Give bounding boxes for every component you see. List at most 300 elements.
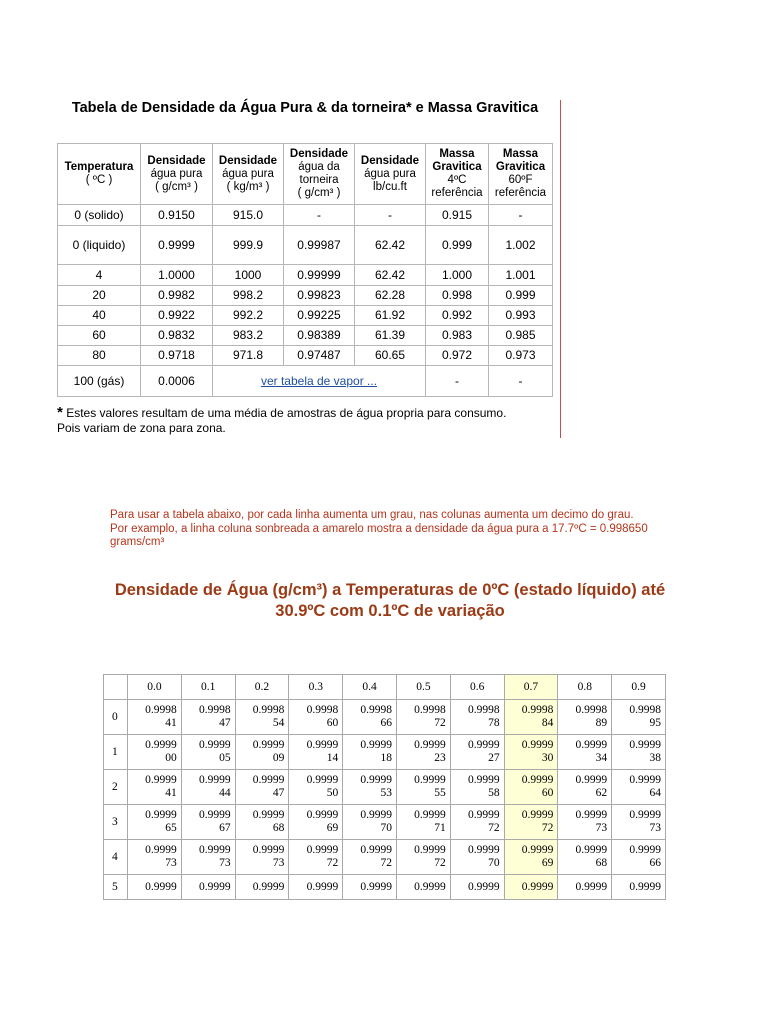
- footnote-star: *: [57, 404, 63, 421]
- table2-value-main: 0.9999: [575, 774, 608, 786]
- table1-header-cell: [489, 144, 553, 205]
- table2-value-digits: 84: [541, 717, 554, 729]
- table2-value-digits: 89: [595, 717, 608, 729]
- table1-row: [58, 346, 553, 366]
- table1-cell-text: 80: [92, 348, 106, 362]
- table1-cell-text: -: [388, 207, 392, 222]
- table2-value-cell: [181, 840, 235, 875]
- table1-row: [58, 326, 553, 346]
- table2-col-header: [450, 675, 504, 700]
- table1-cell: [284, 205, 355, 226]
- table2-value-digits: 72: [434, 857, 446, 869]
- table1-cell-text: 992.2: [232, 308, 264, 322]
- table1-cell: [141, 286, 213, 306]
- table1-cell-text: -: [317, 207, 321, 222]
- table2-row: [104, 770, 666, 805]
- usage-note-p2: Por examplo, a linha coluna sonbreada a amarelo mostra a densidade da água pura a 17.7ºC = 0.998650 grams/cm³: [110, 522, 648, 548]
- table1-header-text: Temperatura: [64, 161, 134, 173]
- table1-cell: [58, 226, 141, 265]
- table1-header-text: Massa: [502, 148, 539, 160]
- table1-cell-text: 1.001: [505, 267, 536, 282]
- table2-value-main: 0.9999: [360, 774, 392, 786]
- table2-value-cell: [558, 770, 612, 805]
- table1-cell: [489, 326, 553, 346]
- table2-value-cell: [450, 735, 504, 770]
- table2-value-digits: 72: [326, 857, 339, 869]
- table2-value-cell: [396, 875, 450, 900]
- table2-value-main: 0.9999: [306, 809, 339, 821]
- table2-value-cell: [612, 735, 666, 770]
- table1-cell-text: 0.99987: [297, 237, 341, 252]
- table2-value-main: 0.9998: [198, 704, 231, 716]
- table2-value-digits: 73: [165, 857, 177, 869]
- table2-row-label-text: 4: [112, 850, 118, 863]
- table2-corner-cell: [104, 675, 128, 700]
- table2-value-digits: 73: [595, 822, 608, 834]
- table2-value-main: 0.9999: [467, 774, 500, 786]
- table1-header-text: Densidade: [218, 154, 278, 167]
- table2-value-main: 0.9999: [252, 774, 285, 786]
- table2-value-digits: 41: [165, 787, 177, 799]
- table1-cell-text: 0.9982: [158, 288, 195, 302]
- table1-cell-text: 0.993: [505, 308, 536, 322]
- table2-value-main: 0.9999: [467, 809, 500, 821]
- table1-cell-text: 60.65: [374, 348, 406, 362]
- table1-cell-text: 20: [92, 288, 106, 302]
- table1-cell-text: 0.9718: [158, 348, 195, 362]
- table1-cell-text: 0 (solido): [74, 207, 124, 222]
- table2-value-digits: 14: [326, 752, 339, 764]
- table2-value-cell: [504, 875, 558, 900]
- table2-value-cell: [343, 700, 397, 735]
- table2-value-digits: 62: [595, 787, 608, 799]
- table1-cell: [426, 265, 489, 286]
- table2-value-main: 0.9998: [252, 704, 285, 716]
- table1-cell: [284, 226, 355, 265]
- table2-col-header-text: 0.5: [416, 680, 431, 693]
- table1-cell-text: -: [455, 373, 459, 388]
- table2-col-header: [289, 675, 343, 700]
- table2-value-digits: 72: [488, 822, 500, 834]
- table1-cell: [426, 326, 489, 346]
- table2-value-digits: 70: [380, 822, 392, 834]
- table2-value-digits: 53: [380, 787, 392, 799]
- table2-value-digits: 73: [272, 857, 285, 869]
- table2-value-main: 0.9999: [360, 844, 392, 856]
- table1-header-text: torneira: [299, 174, 339, 186]
- table1-row: [58, 306, 553, 326]
- table2-row-label: [104, 700, 128, 735]
- table1-cell-text: 61.39: [374, 328, 406, 342]
- table2-col-header-text: 0.4: [362, 680, 377, 693]
- table2-col-header-text: 0.6: [469, 680, 485, 693]
- density-table: [57, 143, 553, 397]
- table2-value-main: 0.9999: [306, 844, 339, 856]
- table2-value-digits: 68: [272, 822, 285, 834]
- table2-value-cell: [558, 735, 612, 770]
- table2-value-main: 0.9999: [198, 809, 231, 821]
- table1-header-text: 4ºC: [447, 174, 467, 186]
- table2-row: [104, 805, 666, 840]
- table1-cell-text: 0.998: [441, 288, 473, 302]
- table2-value-cell: [289, 875, 343, 900]
- table1-cell: [141, 326, 213, 346]
- table2-value-main: 0.9999: [252, 739, 285, 751]
- table2-value-cell: [396, 735, 450, 770]
- table2-value-cell: [612, 700, 666, 735]
- table2-value-main: 0.9999: [575, 844, 608, 856]
- table1-cell: [426, 205, 489, 226]
- table2-value-cell: [181, 805, 235, 840]
- table1-cell-text: 0.99823: [297, 288, 341, 302]
- table2-value-main: 0.9999: [198, 739, 231, 751]
- table1-cell-text: 0.99225: [297, 308, 341, 322]
- table1-cell-text: 998.2: [232, 288, 264, 302]
- vapor-table-link[interactable]: ver tabela de vapor ...: [260, 373, 378, 388]
- table2-value-cell: [558, 805, 612, 840]
- table1-cell-text: 999.9: [232, 237, 264, 252]
- table1-header-text: Densidade: [147, 154, 206, 167]
- table2-value-main: 0.9999: [521, 880, 554, 893]
- table2-value-cell: [612, 805, 666, 840]
- table2-value-cell: [504, 735, 558, 770]
- table1-cell-text: 971.8: [232, 348, 264, 362]
- table1-header-cell: [284, 144, 355, 205]
- table2-value-main: 0.9999: [521, 774, 554, 786]
- table2-value-main: 0.9999: [306, 880, 339, 893]
- table2-value-digits: 38: [649, 752, 661, 764]
- table1-row-gas: [58, 366, 553, 397]
- table1-cell: [355, 205, 426, 226]
- table1-cell-text: 0.9832: [158, 328, 195, 342]
- vertical-divider-line: [560, 100, 561, 438]
- table1-header-text: ( kg/m³ ): [226, 180, 270, 193]
- table2-value-cell: [181, 770, 235, 805]
- table2-value-main: 0.9999: [252, 880, 285, 893]
- table2-col-header: [558, 675, 612, 700]
- table2-value-cell: [450, 840, 504, 875]
- temperature-density-grid: [103, 674, 666, 900]
- table2-row-label-text: 1: [112, 745, 118, 758]
- table2-col-header-text: 0.9: [631, 680, 646, 693]
- table2-value-cell: [235, 700, 289, 735]
- table2-value-main: 0.9999: [629, 774, 661, 786]
- table1-header-text: Densidade: [289, 148, 349, 160]
- table2-value-main: 0.9999: [414, 774, 446, 786]
- table2-value-digits: 60: [326, 717, 339, 729]
- table2-value-digits: 73: [219, 857, 231, 869]
- table1-cell-text: 983.2: [232, 328, 264, 342]
- footnote-line1: Estes valores resultam de uma média de amostras de água propria para consumo.: [66, 406, 507, 420]
- table1-cell: [213, 306, 284, 326]
- table2-value-cell: [558, 700, 612, 735]
- table2-value-cell: [235, 805, 289, 840]
- table1-cell: [284, 306, 355, 326]
- table1-cell: [58, 346, 141, 366]
- table1-cell-text: 62.42: [374, 237, 406, 252]
- table2-value-cell: [343, 840, 397, 875]
- table2-value-main: 0.9999: [629, 844, 661, 856]
- table1-cell: [141, 306, 213, 326]
- table2-value-digits: 69: [326, 822, 339, 834]
- table2-value-main: 0.9999: [521, 809, 554, 821]
- table2-value-cell: [289, 805, 343, 840]
- table1-row: [58, 265, 553, 286]
- table1-cell-text: 1.000: [441, 267, 473, 282]
- table2-value-digits: 18: [380, 752, 392, 764]
- table2-value-main: 0.9999: [306, 739, 339, 751]
- table1-header-text: água pura: [364, 167, 416, 180]
- table1-cell: [489, 226, 553, 265]
- table2-value-digits: 55: [434, 787, 446, 799]
- table1-header-text: lb/cu.ft: [373, 180, 407, 193]
- table2-value-digits: 47: [219, 717, 231, 729]
- table1-cell-text: 915.0: [232, 207, 264, 222]
- table1-header-text: referência: [494, 187, 547, 199]
- table2-value-main: 0.9999: [629, 880, 661, 893]
- table2-col-header: [343, 675, 397, 700]
- table2-header-row: [104, 675, 666, 700]
- table2-col-header: [396, 675, 450, 700]
- table2-value-cell: [396, 700, 450, 735]
- table2-col-header-text: 0.0: [147, 680, 162, 693]
- table1-title: Tabela de Densidade da Água Pura & da torneira* e Massa Gravitica: [71, 100, 539, 116]
- table1-header-cell: [355, 144, 426, 205]
- table2-value-digits: 72: [434, 717, 446, 729]
- table1-cell: [284, 326, 355, 346]
- table1-header-text: água pura: [150, 167, 203, 180]
- table2-value-digits: 66: [649, 857, 661, 869]
- table2-value-main: 0.9999: [414, 809, 446, 821]
- table1-cell: [213, 226, 284, 265]
- table1-cell: [355, 265, 426, 286]
- table2-title: Densidade de Água (g/cm³) a Temperaturas de 0ºC (estado líquido) até 30.9ºC com 0.1ºC de variação: [114, 581, 666, 620]
- table1-cell: [58, 286, 141, 306]
- table2-value-main: 0.9998: [414, 704, 446, 716]
- table2-row-label: [104, 735, 128, 770]
- table1-cell: [141, 265, 213, 286]
- table2-value-main: 0.9998: [629, 704, 661, 716]
- table2-value-cell: [128, 875, 182, 900]
- table1-header-text: referência: [431, 187, 483, 199]
- table2-value-digits: 60: [541, 787, 554, 799]
- table1-header-text: Massa: [439, 148, 475, 160]
- table1-cell-text: -: [518, 207, 523, 222]
- table2-value-main: 0.9998: [575, 704, 608, 716]
- table2-row: [104, 875, 666, 900]
- table2-value-main: 0.9998: [467, 704, 500, 716]
- table2-value-digits: 50: [326, 787, 339, 799]
- table2-value-main: 0.9999: [306, 774, 339, 786]
- table1-cell-text: 0.9150: [158, 207, 195, 222]
- table1-cell-text: 62.28: [374, 288, 406, 302]
- table1-cell-text: 0.985: [505, 328, 536, 342]
- table2-value-main: 0.9999: [521, 844, 554, 856]
- table2-value-main: 0.9999: [145, 739, 177, 751]
- table2-value-digits: 34: [595, 752, 608, 764]
- table1-cell-text: 0.999: [441, 237, 473, 252]
- table2-value-main: 0.9999: [629, 809, 661, 821]
- table2-value-main: 0.9999: [414, 880, 446, 893]
- table1-cell-text: 0.9999: [158, 237, 195, 252]
- table1-cell: [141, 346, 213, 366]
- table2-row: [104, 735, 666, 770]
- table2-value-digits: 95: [649, 717, 661, 729]
- table2-value-main: 0.9999: [360, 880, 392, 893]
- table1-header-text: água pura: [222, 167, 274, 180]
- table2-col-header-text: 0.1: [201, 680, 216, 693]
- table1-cell: [489, 205, 553, 226]
- table1-cell-text: 0.999: [505, 288, 536, 302]
- table2-value-cell: [343, 770, 397, 805]
- table2-value-cell: [128, 840, 182, 875]
- table1-cell-text: 0.983: [441, 328, 473, 342]
- table1-cell: [213, 346, 284, 366]
- table1-cell-text: 62.42: [374, 267, 406, 282]
- table2-value-cell: [181, 875, 235, 900]
- table1-cell-text: 0.9922: [158, 308, 195, 322]
- table2-value-digits: 30: [541, 752, 554, 764]
- table2-col-header: [128, 675, 182, 700]
- table2-value-cell: [235, 875, 289, 900]
- table1-cell-text: 1.002: [505, 237, 536, 252]
- table2-value-digits: 66: [380, 717, 392, 729]
- table1-cell: [489, 286, 553, 306]
- table1-cell: [489, 265, 553, 286]
- table2-value-digits: 09: [272, 752, 285, 764]
- table2-col-header-text: 0.3: [308, 680, 323, 693]
- table2-value-digits: 64: [649, 787, 661, 799]
- table1-cell-text: 0.973: [505, 348, 536, 362]
- table2-value-cell: [235, 770, 289, 805]
- table1-cell-text: 40: [92, 308, 106, 322]
- table1-header-cell: [58, 144, 141, 205]
- table1-cell-text: 0.98389: [297, 328, 341, 342]
- table2-value-main: 0.9999: [198, 844, 231, 856]
- table1-header-cell: [141, 144, 213, 205]
- table1-row: [58, 286, 553, 306]
- table2-value-cell: [558, 840, 612, 875]
- table2-value-main: 0.9999: [198, 880, 231, 893]
- table1-cell: [426, 366, 489, 397]
- footnote-line2: Pois variam de zona para zona.: [57, 421, 226, 435]
- table2-row: [104, 840, 666, 875]
- table1-cell-text: 0.915: [441, 207, 473, 222]
- table2-value-main: 0.9999: [414, 844, 446, 856]
- table2-value-main: 0.9999: [629, 739, 661, 751]
- table1-cell-text: 60: [92, 328, 106, 342]
- table2-value-digits: 47: [272, 787, 285, 799]
- table2-value-cell: [450, 700, 504, 735]
- table2-value-cell: [504, 700, 558, 735]
- table2-value-main: 0.9999: [198, 774, 231, 786]
- table1-cell-text: 0.97487: [297, 348, 341, 362]
- table2-value-cell: [343, 735, 397, 770]
- table2-value-main: 0.9999: [145, 844, 177, 856]
- table1-cell: [58, 306, 141, 326]
- table2-value-main: 0.9999: [145, 774, 177, 786]
- table1-cell-text: -: [518, 373, 523, 388]
- table2-value-main: 0.9999: [252, 844, 285, 856]
- table2-value-cell: [128, 770, 182, 805]
- table1-header-text: Gravitica: [432, 161, 482, 173]
- table1-cell: [426, 226, 489, 265]
- table1-cell-text: 0.972: [441, 348, 473, 362]
- table2-value-cell: [450, 770, 504, 805]
- table2-value-digits: 72: [380, 857, 392, 869]
- table1-cell: [355, 346, 426, 366]
- table2-value-cell: [396, 805, 450, 840]
- table2-value-main: 0.9998: [306, 704, 339, 716]
- table2-col-header: [504, 675, 558, 700]
- table2-value-cell: [612, 770, 666, 805]
- table1-cell: [426, 306, 489, 326]
- table2-row-label-text: 3: [112, 815, 118, 828]
- table1-header-row: [58, 144, 553, 205]
- table1-header-text: ( ºC ): [85, 174, 113, 186]
- table2-value-main: 0.9999: [145, 880, 177, 893]
- table2-value-digits: 71: [434, 822, 446, 834]
- table2-value-cell: [181, 700, 235, 735]
- table2-value-cell: [504, 805, 558, 840]
- table2-value-digits: 00: [165, 752, 177, 764]
- table2-value-cell: [396, 840, 450, 875]
- table2-value-cell: [289, 735, 343, 770]
- table1-cell-text: 4: [95, 267, 103, 282]
- table1-cell: [141, 226, 213, 265]
- table1-cell: [58, 366, 141, 397]
- table1-cell: [58, 265, 141, 286]
- table1-cell: [141, 205, 213, 226]
- table2-value-digits: 27: [488, 752, 500, 764]
- table2-col-header: [612, 675, 666, 700]
- table2-value-main: 0.9999: [145, 809, 177, 821]
- table2-value-cell: [450, 875, 504, 900]
- table2-col-header: [181, 675, 235, 700]
- table2-value-main: 0.9999: [467, 739, 500, 751]
- table2-value-cell: [450, 805, 504, 840]
- table2-value-main: 0.9999: [575, 739, 608, 751]
- table2-row-label-text: 0: [112, 710, 118, 723]
- table2-value-main: 0.9999: [467, 844, 500, 856]
- table2-value-digits: 23: [434, 752, 446, 764]
- table2-value-cell: [181, 735, 235, 770]
- table2-row-label: [104, 840, 128, 875]
- table2-value-digits: 58: [488, 787, 500, 799]
- table2-col-header-text: 0.8: [577, 680, 592, 693]
- usage-note: [110, 509, 670, 550]
- table1-cell: [426, 286, 489, 306]
- table2-row-label-text: 5: [112, 880, 118, 893]
- table2-value-cell: [343, 805, 397, 840]
- table2-value-cell: [128, 700, 182, 735]
- table1-cell: [355, 286, 426, 306]
- table2-value-cell: [235, 735, 289, 770]
- table2-value-cell: [289, 840, 343, 875]
- table1-cell-text: 100 (gás): [73, 373, 125, 388]
- table2-value-main: 0.9999: [575, 809, 608, 821]
- table2-value-cell: [289, 770, 343, 805]
- table2-value-main: 0.9998: [360, 704, 392, 716]
- table2-value-digits: 78: [488, 717, 500, 729]
- table1-cell: [489, 346, 553, 366]
- table1-cell-text: 61.92: [374, 308, 406, 322]
- table2-value-main: 0.9999: [252, 809, 285, 821]
- table1-header-text: ( g/cm³ ): [297, 187, 341, 199]
- table2-value-digits: 54: [272, 717, 285, 729]
- table2-col-header: [235, 675, 289, 700]
- table2-row-label: [104, 770, 128, 805]
